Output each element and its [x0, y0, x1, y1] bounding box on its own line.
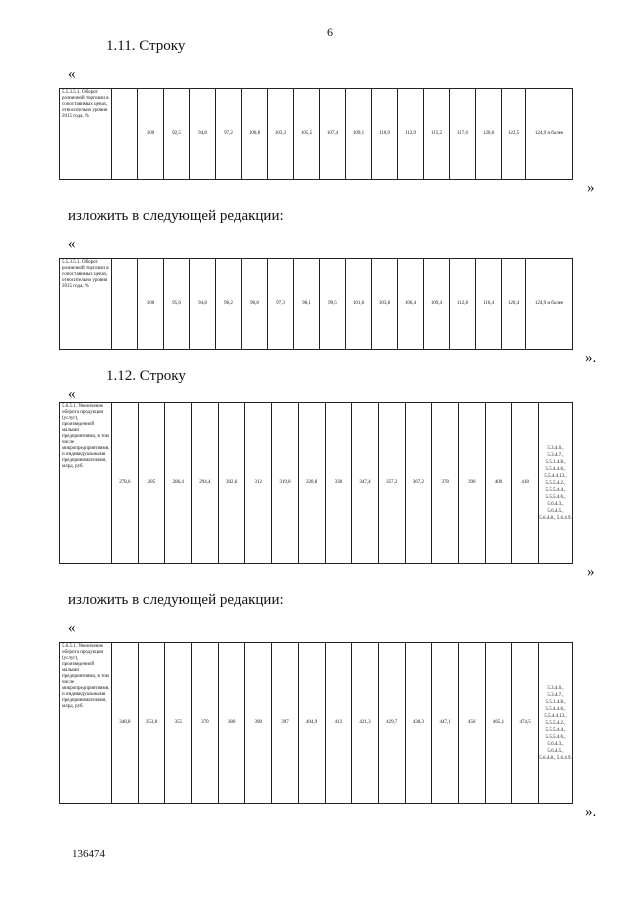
value-cell: 97,3 — [268, 259, 294, 350]
value-cell: 94,8 — [190, 89, 216, 180]
page-number: 6 — [327, 25, 333, 39]
row-label: 5.6.5.1. Увеличение оборота продукции (услуг), произведенной малыми предприятиями, в том числе микропредприятиями, и индивидуальными предпринимателями, млрд. руб. — [60, 643, 112, 804]
open-quote-3: « — [68, 386, 76, 402]
value-cell: 107,4 — [320, 89, 346, 180]
value-cell: 100,8 — [242, 89, 268, 180]
open-quote-4: « — [68, 620, 76, 636]
value-cell: 112,8 — [450, 259, 476, 350]
value-cell: 285 — [138, 403, 165, 564]
value-cell: 465,1 — [485, 643, 512, 804]
value-cell: 94,8 — [190, 259, 216, 350]
value-cell: 115,2 — [424, 89, 450, 180]
value-cell: 348,8 — [112, 643, 139, 804]
value-cell: 120,4 — [502, 259, 526, 350]
value-cell: 286,4 — [165, 403, 192, 564]
value-cell: 96,2 — [216, 259, 242, 350]
value-cell: 101,6 — [346, 259, 372, 350]
value-cell: 367,2 — [405, 403, 432, 564]
value-cell: 106,4 — [398, 259, 424, 350]
value-cell: 103,3 — [268, 89, 294, 180]
value-cell: 355 — [165, 643, 192, 804]
value-cell: 421,3 — [352, 643, 379, 804]
value-cell: 302,6 — [218, 403, 245, 564]
value-cell: 122,5 — [502, 89, 526, 180]
value-cell: 109,1 — [346, 89, 372, 180]
value-cell: 105,5 — [294, 89, 320, 180]
value-cell: 404,9 — [298, 643, 325, 804]
section-heading-1: 1.11. Строку — [106, 38, 186, 54]
table-row — [59, 258, 573, 350]
section-heading-4: изложить в следующей редакции: — [68, 592, 284, 608]
table-row — [59, 642, 573, 804]
value-cell: 429,7 — [378, 643, 405, 804]
value-cell: 400 — [485, 403, 512, 564]
value-cell: 328,8 — [298, 403, 325, 564]
value-cell: 103,8 — [372, 259, 398, 350]
value-cell: 100 — [138, 89, 164, 180]
value-cell: 390 — [245, 643, 272, 804]
open-quote-2: « — [68, 236, 76, 252]
value-cell: 413 — [325, 643, 352, 804]
close-quote-3: » — [587, 564, 595, 580]
open-quote-1: « — [68, 66, 76, 82]
value-cell: 378 — [432, 403, 459, 564]
value-cell: 418 — [512, 403, 539, 564]
value-cell: 97,2 — [216, 89, 242, 180]
value-cell: 474,5 — [512, 643, 539, 804]
row-label: 5.5.3.5.1. Оборот розничной торговли в сопоставимых ценах, относительно уровня 2015 года, % — [60, 89, 112, 180]
value-cell: 438,3 — [405, 643, 432, 804]
table-row — [59, 402, 573, 564]
empty-cell — [112, 259, 138, 350]
value-cell: 112,9 — [398, 89, 424, 180]
value-cell: 95,6 — [164, 259, 190, 350]
refs-cell: 5.3.4.6., 5.3.4.7., 5.5.1.4.8., 5.5.4.4.6., 5.5.4.4.13., 5.5.5.4.2., 5.5.5.4.4., 5.5.5.4.6., 5.6.4.3., 5.6.4.5., 5.6.4.8., 5.6.4.9. — [539, 403, 573, 564]
value-cell: 353,8 — [138, 643, 165, 804]
section-heading-3: 1.12. Строку — [106, 368, 186, 384]
value-cell: 96,8 — [242, 259, 268, 350]
empty-cell — [112, 89, 138, 180]
value-cell: 294,4 — [192, 403, 219, 564]
value-cell: 116,4 — [476, 259, 502, 350]
close-quote-2: ». — [585, 350, 597, 366]
value-cell: 397 — [272, 643, 299, 804]
value-cell: 110,9 — [372, 89, 398, 180]
value-cell: 120,0 — [476, 89, 502, 180]
close-quote-1: » — [587, 180, 595, 196]
row-label: 5.6.5.1. Увеличение оборота продукции (услуг), произведенной малыми предприятиями, в том числе микропредприятиями, и индивидуальными предпринимателями, млрд. руб. — [60, 403, 112, 564]
value-cell: 319,8 — [272, 403, 299, 564]
value-cell: 92,5 — [164, 89, 190, 180]
value-cell: 98,1 — [294, 259, 320, 350]
section-heading-2: изложить в следующей редакции: — [68, 208, 284, 224]
value-cell: 312 — [245, 403, 272, 564]
value-cell: 370 — [192, 643, 219, 804]
row-label: 5.5.3.5.1. Оборот розничной торговли в сопоставимых ценах, относительно уровня 2015 года, % — [60, 259, 112, 350]
refs-cell: 5.3.4.6., 5.3.4.7., 5.5.1.4.8., 5.5.4.4.6., 5.5.4.4.13., 5.5.5.4.2., 5.5.5.4.4., 5.5.5.4.6., 5.6.4.3., 5.6.4.5., 5.6.4.8., 5.6.4.9. — [539, 643, 573, 804]
value-cell: 456 — [458, 643, 485, 804]
value-cell: 117,6 — [450, 89, 476, 180]
value-cell: 124,9 и более — [526, 89, 573, 180]
table-row — [59, 88, 573, 180]
value-cell: 447,1 — [432, 643, 459, 804]
value-cell: 100 — [138, 259, 164, 350]
close-quote-4: ». — [585, 804, 597, 820]
value-cell: 109,4 — [424, 259, 450, 350]
document-code: 136474 — [72, 848, 105, 860]
value-cell: 338 — [325, 403, 352, 564]
value-cell: 99,5 — [320, 259, 346, 350]
value-cell: 357,2 — [378, 403, 405, 564]
value-cell: 278,6 — [112, 403, 139, 564]
value-cell: 347,4 — [352, 403, 379, 564]
value-cell: 380 — [218, 643, 245, 804]
value-cell: 124,9 и более — [526, 259, 573, 350]
value-cell: 390 — [458, 403, 485, 564]
